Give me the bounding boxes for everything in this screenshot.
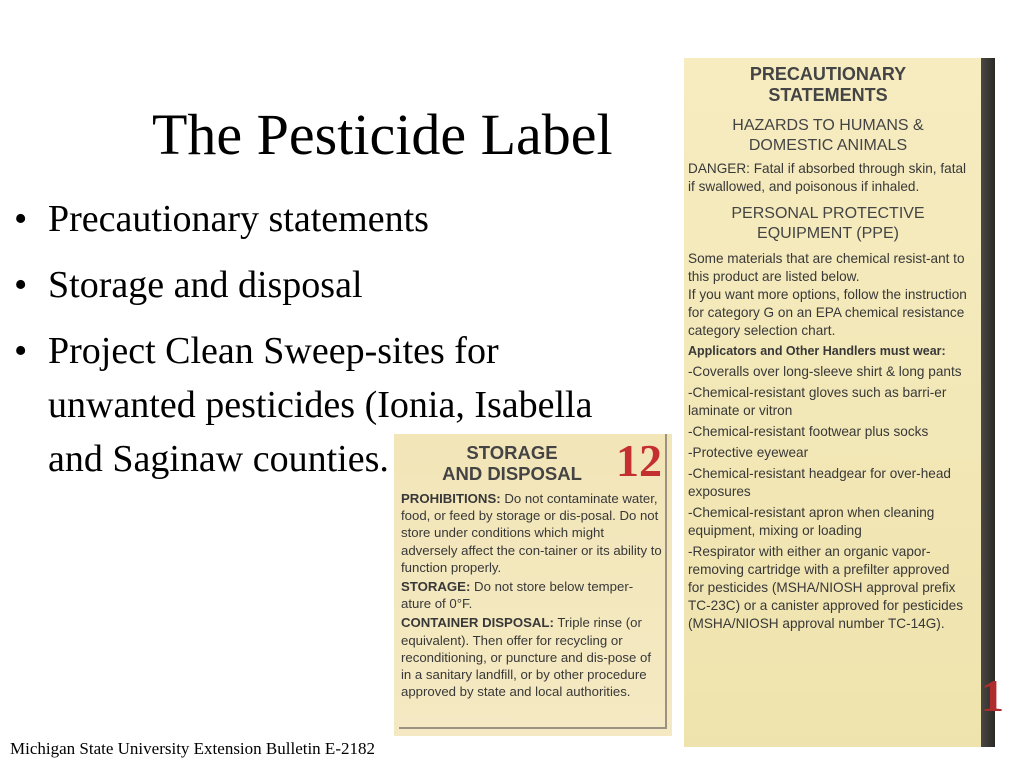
- section-number: 12: [616, 435, 662, 486]
- applicators-heading: Applicators and Other Handlers must wear:: [688, 344, 946, 358]
- prohibitions-text: PROHIBITIONS: Do not contaminate water, food, or feed by storage or dis-posal. Do not store under conditions which might adversely affect the con-tainer or its ability to function properly.: [401, 491, 662, 575]
- bullet-item: • Project Clean Sweep-sites for unwanted pesticides (Ionia, Isabella and Saginaw counties.: [14, 324, 654, 486]
- bullet-item: • Precautionary statements: [14, 192, 654, 246]
- label-edge: [981, 58, 1004, 747]
- footer-citation: Michigan State University Extension Bulletin E-2182: [10, 739, 375, 758]
- danger-text: DANGER: Fatal if absorbed through skin, fatal if swallowed, and poisonous if inhaled.: [688, 161, 967, 194]
- ppe-item: -Coveralls over long-sleeve shirt & long pants: [688, 364, 962, 379]
- storage-label-photo: [394, 434, 672, 736]
- ppe-item: -Protective eyewear: [688, 445, 809, 460]
- ppe-item: -Chemical-resistant gloves such as barri-er laminate or vitron: [688, 385, 947, 418]
- storage-heading: STORAGE AND DISPOSAL: [442, 442, 582, 484]
- slide-title: The Pesticide Label: [152, 102, 613, 167]
- ppe-item: -Chemical-resistant footwear plus socks: [688, 424, 929, 439]
- bullet-item: • Storage and disposal: [14, 258, 654, 312]
- container-disposal-text: CONTAINER DISPOSAL: Triple rinse (or equivalent). Then offer for recycling or reconditioning, or puncture and dis-pose of in a sanitary landfill, or by other procedure approved by state and local authorities.: [401, 615, 651, 700]
- label-edge-number: 1: [981, 670, 1004, 721]
- precautionary-heading: PRECAUTIONARY STATEMENTS: [749, 64, 907, 105]
- hazards-heading: HAZARDS TO HUMANS & DOMESTIC ANIMALS: [732, 117, 924, 154]
- ppe-heading: PERSONAL PROTECTIVE EQUIPMENT (PPE): [731, 205, 925, 242]
- ppe-item: -Chemical-resistant apron when cleaning equipment, mixing or loading: [688, 505, 935, 538]
- storage-text: STORAGE: Do not store below temper-ature of 0°F.: [401, 579, 634, 612]
- ppe-text: If you want more options, follow the instruction for category G on an EPA chemical resistance category selection chart.: [688, 287, 967, 338]
- ppe-item: -Respirator with either an organic vapor-removing cartridge with a prefilter approved for pesticides (MSHA/NIOSH approval prefix TC-23C) or a canister approved for pesticides (MSHA/NIOSH approval number TC-14G).: [688, 544, 964, 631]
- precautionary-label-photo: [684, 58, 1004, 747]
- ppe-text: Some materials that are chemical resist-ant to this product are listed below.: [688, 251, 965, 284]
- ppe-item: -Chemical-resistant headgear for over-head exposures: [688, 466, 951, 499]
